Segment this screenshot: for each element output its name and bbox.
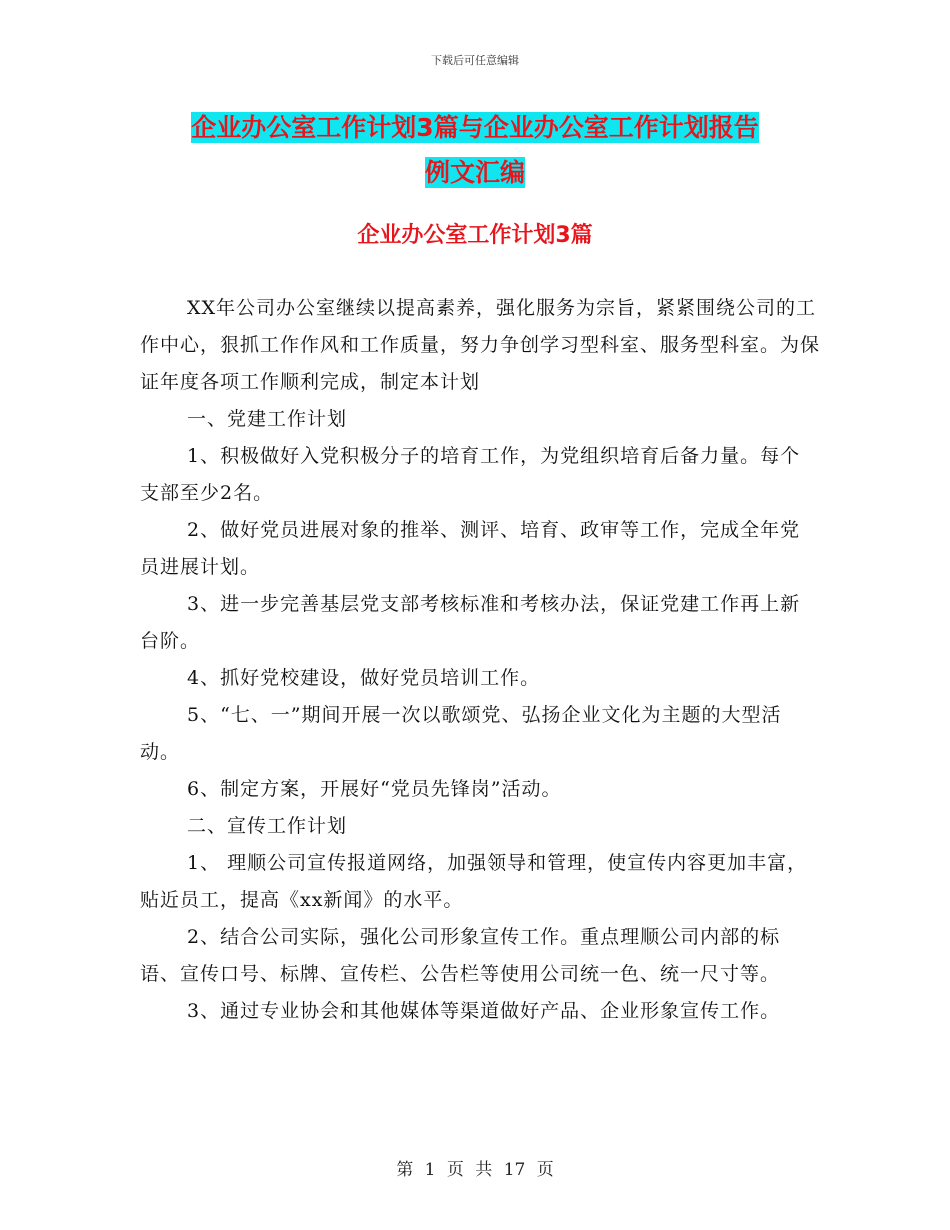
- paragraph-intro: XX年公司办公室继续以提高素养，强化服务为宗旨，紧紧围绕公司的工作中心，狠抓工作作风和工作质量，努力争创学习型科室、服务型科室。为保证年度各项工作顺利完成，制定本计划: [140, 297, 821, 393]
- document-title-text-1: 企业办公室工作计划3篇与企业办公室工作计划报告: [191, 113, 759, 142]
- paragraph-item: 2、做好党员进展对象的推举、测评、培育、政审等工作，完成全年党员进展计划。: [140, 519, 801, 578]
- paragraph-item: 3、进一步完善基层党支部考核标准和考核办法，保证党建工作再上新台阶。: [140, 593, 801, 652]
- heading-publicity: 二、宣传工作计划: [187, 815, 348, 837]
- paragraph-item: 1、积极做好入党积极分子的培育工作，为党组织培育后备力量。每个支部至少2名。: [140, 445, 801, 504]
- paragraph-item: 1、 理顺公司宣传报道网络，加强领导和管理，使宣传内容更加丰富，贴近员工，提高《xx新闻》的水平。: [140, 852, 808, 911]
- page-number-footer: 第 1 页 共 17 页: [396, 1160, 554, 1180]
- heading-party-building: 一、党建工作计划: [187, 408, 348, 430]
- document-body: [140, 290, 820, 1030]
- paragraph-item: 3、通过专业协会和其他媒体等渠道做好产品、企业形象宣传工作。: [187, 1000, 781, 1022]
- paragraph-item: 5、“七、一”期间开展一次以歌颂党、弘扬企业文化为主题的大型活动。: [140, 704, 782, 763]
- section-title: 企业办公室工作计划3篇: [357, 223, 593, 248]
- document-title-line-1: [0, 112, 950, 144]
- paragraph-item: 2、结合公司实际，强化公司形象宣传工作。重点理顺公司内部的标语、宣传口号、标牌、宣传栏、公告栏等使用公司统一色、统一尺寸等。: [140, 926, 781, 985]
- document-title-text-2: 例文汇编: [424, 158, 525, 187]
- document-title-line-2: [0, 157, 950, 189]
- page-header-note: 下载后可任意编辑: [431, 54, 519, 67]
- paragraph-item: 4、抓好党校建设，做好党员培训工作。: [187, 667, 541, 689]
- paragraph-item: 6、制定方案，开展好“党员先锋岗”活动。: [187, 778, 562, 800]
